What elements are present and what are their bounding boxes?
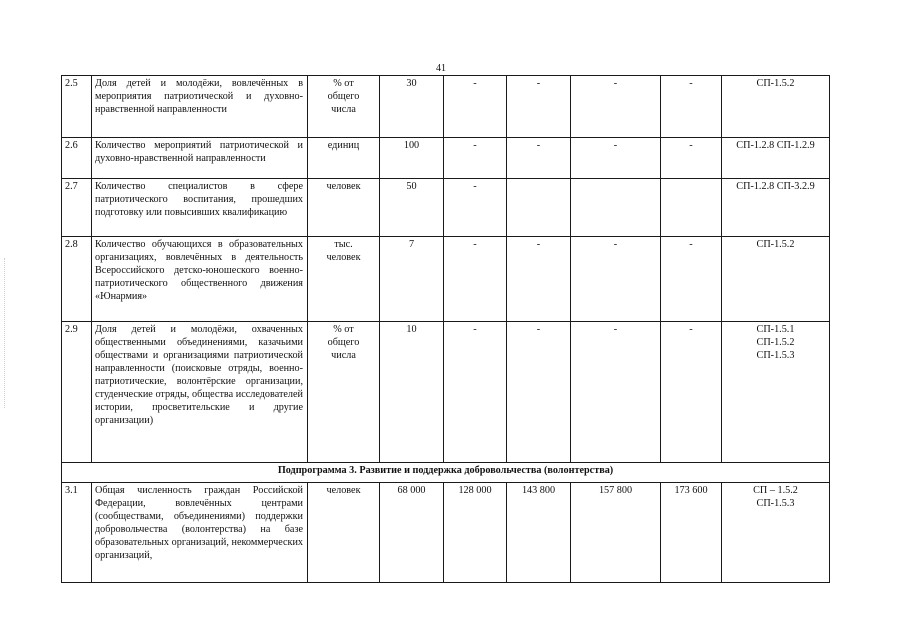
- row-number: 2.5: [62, 76, 92, 138]
- value-cell: 100: [380, 138, 444, 179]
- value-cell: -: [444, 76, 507, 138]
- value-cell: [571, 179, 661, 237]
- table-row: [62, 237, 830, 322]
- indicator-name: Доля детей и молодёжи, вовлечённых в мероприятия патриотической и духовно-нравственной направленности: [92, 76, 308, 138]
- indicator-name: Количество мероприятий патриотической и духовно-нравственной направленности: [92, 138, 308, 179]
- value-cell: 157 800: [571, 483, 661, 583]
- page-number: 41: [436, 63, 446, 74]
- reference-code: СП-1.5.3: [756, 498, 795, 509]
- value-cell: -: [661, 138, 722, 179]
- value-cell: -: [507, 322, 571, 463]
- reference-cell: [722, 76, 830, 138]
- table-row: [62, 483, 830, 583]
- indicator-name: Количество обучающихся в образовательных организациях, вовлечённых в деятельность Всероссийского детско-юношеского военно-патриотического общественного движения «Юнармия»: [92, 237, 308, 322]
- reference-code: СП – 1.5.2: [753, 485, 798, 496]
- unit-cell: % от общего числа: [308, 76, 380, 138]
- value-cell: 128 000: [444, 483, 507, 583]
- reference-cell: [722, 322, 830, 463]
- table-row: [62, 322, 830, 463]
- reference-code: СП-1.5.2: [756, 239, 795, 250]
- table-row: [62, 76, 830, 138]
- value-cell: -: [571, 138, 661, 179]
- value-cell: 7: [380, 237, 444, 322]
- row-number: 2.6: [62, 138, 92, 179]
- unit-cell: тыс. человек: [308, 237, 380, 322]
- value-cell: [507, 179, 571, 237]
- reference-code: СП-1.5.2: [756, 337, 795, 348]
- reference-cell: [722, 138, 830, 179]
- scan-artifact: [4, 258, 11, 408]
- reference-code: СП-1.5.3: [756, 350, 795, 361]
- value-cell: 173 600: [661, 483, 722, 583]
- unit-cell: единиц: [308, 138, 380, 179]
- table-row: [62, 179, 830, 237]
- value-cell: [661, 179, 722, 237]
- reference-code: СП-1.2.8 СП-1.2.9: [736, 140, 815, 151]
- value-cell: -: [661, 322, 722, 463]
- subprogram-row: [62, 463, 830, 483]
- value-cell: 30: [380, 76, 444, 138]
- table-row: [62, 138, 830, 179]
- indicator-table: [61, 75, 830, 583]
- reference-cell: [722, 483, 830, 583]
- row-number: 2.8: [62, 237, 92, 322]
- value-cell: 68 000: [380, 483, 444, 583]
- indicator-name: Доля детей и молодёжи, охваченных общественными объединениями, казачьими обществами и организациями патриотической направленности (поисковые отряды, военно-патриотические, волонтёрские организации, студенческие отряды, общества исследователей истории, просветительские и другие организации): [92, 322, 308, 463]
- value-cell: -: [661, 76, 722, 138]
- reference-cell: [722, 179, 830, 237]
- value-cell: -: [661, 237, 722, 322]
- reference-code: СП-1.5.1: [756, 324, 795, 335]
- value-cell: 10: [380, 322, 444, 463]
- reference-code: СП-1.5.2: [756, 78, 795, 89]
- indicator-name: Количество специалистов в сфере патриотического воспитания, прошедших подготовку или повысивших квалификацию: [92, 179, 308, 237]
- value-cell: -: [507, 237, 571, 322]
- value-cell: -: [444, 179, 507, 237]
- row-number: 2.9: [62, 322, 92, 463]
- reference-cell: [722, 237, 830, 322]
- unit-cell: человек: [308, 179, 380, 237]
- value-cell: 50: [380, 179, 444, 237]
- value-cell: -: [507, 138, 571, 179]
- value-cell: -: [571, 237, 661, 322]
- value-cell: -: [571, 76, 661, 138]
- row-number: 3.1: [62, 483, 92, 583]
- indicator-name: Общая численность граждан Российской Федерации, вовлечённых центрами (сообществами, объединениями) поддержки добровольчества (волонтерства) на базе образовательных организаций, некоммерческих организаций,: [92, 483, 308, 583]
- row-number: 2.7: [62, 179, 92, 237]
- reference-code: СП-1.2.8 СП-3.2.9: [736, 181, 815, 192]
- value-cell: -: [444, 322, 507, 463]
- unit-cell: человек: [308, 483, 380, 583]
- value-cell: -: [444, 138, 507, 179]
- value-cell: -: [507, 76, 571, 138]
- value-cell: -: [444, 237, 507, 322]
- unit-cell: % от общего числа: [308, 322, 380, 463]
- subprogram-title: Подпрограмма 3. Развитие и поддержка добровольчества (волонтерства): [62, 463, 830, 483]
- value-cell: 143 800: [507, 483, 571, 583]
- value-cell: -: [571, 322, 661, 463]
